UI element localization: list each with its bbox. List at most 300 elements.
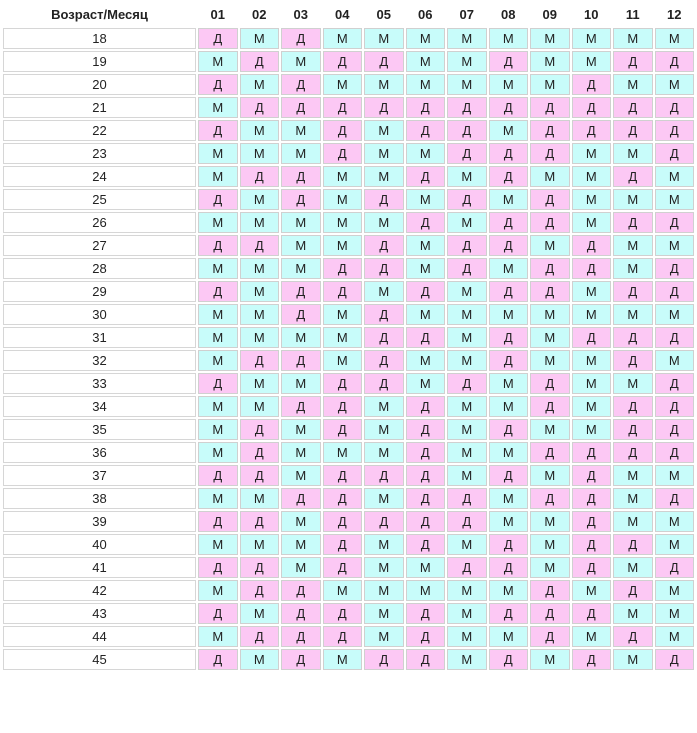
girl-cell: Д [281, 97, 321, 118]
boy-cell: М [406, 74, 446, 95]
girl-cell: Д [406, 212, 446, 233]
boy-cell: М [489, 304, 529, 325]
boy-cell: М [655, 166, 695, 187]
girl-cell: Д [240, 511, 280, 532]
girl-cell: Д [613, 281, 653, 302]
boy-cell: М [613, 465, 653, 486]
girl-cell: Д [323, 488, 363, 509]
month-header: 04 [323, 3, 363, 26]
age-cell: 45 [3, 649, 196, 670]
boy-cell: М [198, 419, 238, 440]
boy-cell: М [364, 557, 404, 578]
girl-cell: Д [323, 626, 363, 647]
girl-cell: Д [281, 488, 321, 509]
boy-cell: М [530, 419, 570, 440]
boy-cell: М [655, 235, 695, 256]
boy-cell: М [447, 281, 487, 302]
boy-cell: М [198, 327, 238, 348]
boy-cell: М [364, 166, 404, 187]
table-body [3, 28, 694, 670]
girl-cell: Д [655, 557, 695, 578]
table-row [3, 419, 694, 440]
girl-cell: Д [323, 396, 363, 417]
girl-cell: Д [489, 350, 529, 371]
girl-cell: Д [613, 396, 653, 417]
girl-cell: Д [281, 649, 321, 670]
table-row [3, 327, 694, 348]
boy-cell: М [447, 580, 487, 601]
boy-cell: М [447, 350, 487, 371]
girl-cell: Д [530, 626, 570, 647]
boy-cell: М [240, 189, 280, 210]
girl-cell: Д [530, 97, 570, 118]
age-cell: 27 [3, 235, 196, 256]
boy-cell: М [240, 327, 280, 348]
boy-cell: М [530, 28, 570, 49]
boy-cell: М [240, 143, 280, 164]
boy-cell: М [530, 534, 570, 555]
boy-cell: М [489, 511, 529, 532]
boy-cell: М [198, 534, 238, 555]
girl-cell: Д [489, 235, 529, 256]
boy-cell: М [364, 212, 404, 233]
month-header: 01 [198, 3, 238, 26]
boy-cell: М [489, 580, 529, 601]
girl-cell: Д [323, 97, 363, 118]
boy-cell: М [406, 258, 446, 279]
boy-cell: М [364, 396, 404, 417]
girl-cell: Д [240, 419, 280, 440]
boy-cell: М [323, 649, 363, 670]
table-row [3, 465, 694, 486]
girl-cell: Д [364, 373, 404, 394]
girl-cell: Д [406, 465, 446, 486]
girl-cell: Д [489, 419, 529, 440]
boy-cell: М [613, 189, 653, 210]
girl-cell: Д [613, 580, 653, 601]
table-row [3, 120, 694, 141]
girl-cell: Д [364, 465, 404, 486]
boy-cell: М [489, 396, 529, 417]
girl-cell: Д [613, 350, 653, 371]
boy-cell: М [364, 580, 404, 601]
boy-cell: М [613, 511, 653, 532]
boy-cell: М [530, 304, 570, 325]
boy-cell: М [323, 580, 363, 601]
boy-cell: М [406, 51, 446, 72]
girl-cell: Д [572, 557, 612, 578]
boy-cell: М [447, 534, 487, 555]
table-row [3, 189, 694, 210]
header-row [3, 3, 694, 26]
girl-cell: Д [198, 557, 238, 578]
boy-cell: М [198, 51, 238, 72]
boy-cell: М [406, 557, 446, 578]
girl-cell: Д [198, 189, 238, 210]
boy-cell: М [447, 649, 487, 670]
boy-cell: М [323, 350, 363, 371]
girl-cell: Д [323, 258, 363, 279]
boy-cell: М [323, 166, 363, 187]
month-header: 12 [655, 3, 695, 26]
girl-cell: Д [655, 442, 695, 463]
boy-cell: М [240, 649, 280, 670]
boy-cell: М [572, 51, 612, 72]
girl-cell: Д [530, 212, 570, 233]
girl-cell: Д [572, 235, 612, 256]
age-cell: 32 [3, 350, 196, 371]
age-cell: 28 [3, 258, 196, 279]
girl-cell: Д [613, 419, 653, 440]
girl-cell: Д [198, 511, 238, 532]
girl-cell: Д [364, 327, 404, 348]
girl-cell: Д [572, 511, 612, 532]
girl-cell: Д [655, 419, 695, 440]
girl-cell: Д [613, 120, 653, 141]
age-cell: 38 [3, 488, 196, 509]
girl-cell: Д [489, 603, 529, 624]
boy-cell: М [489, 442, 529, 463]
boy-cell: М [613, 74, 653, 95]
age-cell: 21 [3, 97, 196, 118]
boy-cell: М [572, 304, 612, 325]
girl-cell: Д [613, 51, 653, 72]
girl-cell: Д [655, 51, 695, 72]
boy-cell: М [572, 28, 612, 49]
age-cell: 20 [3, 74, 196, 95]
table-row [3, 511, 694, 532]
girl-cell: Д [655, 649, 695, 670]
girl-cell: Д [323, 281, 363, 302]
boy-cell: М [281, 465, 321, 486]
girl-cell: Д [406, 97, 446, 118]
boy-cell: М [198, 350, 238, 371]
boy-cell: М [240, 258, 280, 279]
boy-cell: М [198, 396, 238, 417]
age-cell: 19 [3, 51, 196, 72]
boy-cell: М [198, 580, 238, 601]
girl-cell: Д [364, 51, 404, 72]
girl-cell: Д [406, 626, 446, 647]
age-cell: 39 [3, 511, 196, 532]
girl-cell: Д [530, 603, 570, 624]
girl-cell: Д [240, 557, 280, 578]
age-cell: 31 [3, 327, 196, 348]
girl-cell: Д [530, 120, 570, 141]
table-row [3, 28, 694, 49]
girl-cell: Д [323, 557, 363, 578]
girl-cell: Д [406, 511, 446, 532]
table-row [3, 212, 694, 233]
boy-cell: М [364, 603, 404, 624]
boy-cell: М [655, 603, 695, 624]
boy-cell: М [572, 143, 612, 164]
girl-cell: Д [240, 166, 280, 187]
girl-cell: Д [447, 143, 487, 164]
girl-cell: Д [406, 488, 446, 509]
girl-cell: Д [655, 120, 695, 141]
boy-cell: М [613, 143, 653, 164]
boy-cell: М [447, 51, 487, 72]
girl-cell: Д [489, 465, 529, 486]
boy-cell: М [281, 511, 321, 532]
table-row [3, 350, 694, 371]
age-cell: 26 [3, 212, 196, 233]
girl-cell: Д [572, 97, 612, 118]
boy-cell: М [406, 235, 446, 256]
boy-cell: М [655, 74, 695, 95]
table-row [3, 603, 694, 624]
table-row [3, 396, 694, 417]
boy-cell: М [240, 28, 280, 49]
girl-cell: Д [655, 258, 695, 279]
girl-cell: Д [655, 373, 695, 394]
girl-cell: Д [572, 488, 612, 509]
month-header: 06 [406, 3, 446, 26]
table-row [3, 488, 694, 509]
boy-cell: М [281, 212, 321, 233]
girl-cell: Д [323, 534, 363, 555]
girl-cell: Д [406, 166, 446, 187]
girl-cell: Д [447, 373, 487, 394]
boy-cell: М [240, 212, 280, 233]
boy-cell: М [572, 396, 612, 417]
girl-cell: Д [655, 281, 695, 302]
age-cell: 25 [3, 189, 196, 210]
girl-cell: Д [530, 258, 570, 279]
girl-cell: Д [613, 166, 653, 187]
boy-cell: М [198, 97, 238, 118]
boy-cell: М [447, 28, 487, 49]
girl-cell: Д [364, 97, 404, 118]
boy-cell: М [655, 189, 695, 210]
boy-cell: М [240, 373, 280, 394]
boy-cell: М [572, 189, 612, 210]
girl-cell: Д [281, 281, 321, 302]
girl-cell: Д [447, 258, 487, 279]
girl-cell: Д [281, 189, 321, 210]
boy-cell: М [198, 442, 238, 463]
girl-cell: Д [406, 120, 446, 141]
girl-cell: Д [613, 626, 653, 647]
age-cell: 22 [3, 120, 196, 141]
girl-cell: Д [572, 649, 612, 670]
boy-cell: М [447, 74, 487, 95]
table-row [3, 143, 694, 164]
girl-cell: Д [323, 373, 363, 394]
table-row [3, 281, 694, 302]
boy-cell: М [406, 143, 446, 164]
table-row [3, 373, 694, 394]
girl-cell: Д [447, 557, 487, 578]
age-cell: 29 [3, 281, 196, 302]
boy-cell: М [406, 580, 446, 601]
boy-cell: М [613, 373, 653, 394]
boy-cell: М [240, 534, 280, 555]
table-row [3, 166, 694, 187]
boy-cell: М [364, 626, 404, 647]
boy-cell: М [323, 28, 363, 49]
table-row [3, 534, 694, 555]
boy-cell: М [655, 304, 695, 325]
boy-cell: М [572, 373, 612, 394]
boy-cell: М [489, 488, 529, 509]
age-cell: 41 [3, 557, 196, 578]
table-row [3, 304, 694, 325]
boy-cell: М [240, 488, 280, 509]
boy-cell: М [406, 28, 446, 49]
month-header: 10 [572, 3, 612, 26]
boy-cell: М [198, 212, 238, 233]
boy-cell: М [198, 488, 238, 509]
boy-cell: М [198, 143, 238, 164]
girl-cell: Д [655, 488, 695, 509]
boy-cell: М [240, 603, 280, 624]
girl-cell: Д [323, 51, 363, 72]
boy-cell: М [406, 350, 446, 371]
boy-cell: М [281, 51, 321, 72]
girl-cell: Д [281, 74, 321, 95]
age-cell: 24 [3, 166, 196, 187]
girl-cell: Д [655, 327, 695, 348]
girl-cell: Д [530, 580, 570, 601]
girl-cell: Д [240, 97, 280, 118]
girl-cell: Д [489, 51, 529, 72]
girl-cell: Д [489, 557, 529, 578]
table-row [3, 649, 694, 670]
boy-cell: М [323, 212, 363, 233]
girl-cell: Д [447, 235, 487, 256]
age-cell: 44 [3, 626, 196, 647]
girl-cell: Д [281, 304, 321, 325]
boy-cell: М [530, 327, 570, 348]
boy-cell: М [489, 120, 529, 141]
boy-cell: М [406, 189, 446, 210]
girl-cell: Д [530, 442, 570, 463]
girl-cell: Д [489, 649, 529, 670]
boy-cell: М [406, 304, 446, 325]
table-row [3, 580, 694, 601]
girl-cell: Д [572, 603, 612, 624]
boy-cell: М [447, 626, 487, 647]
girl-cell: Д [198, 603, 238, 624]
boy-cell: М [323, 327, 363, 348]
girl-cell: Д [489, 166, 529, 187]
age-month-header: Возраст/Месяц [3, 3, 196, 26]
age-cell: 18 [3, 28, 196, 49]
girl-cell: Д [364, 511, 404, 532]
boy-cell: М [323, 235, 363, 256]
boy-cell: М [281, 419, 321, 440]
girl-cell: Д [489, 327, 529, 348]
boy-cell: М [323, 189, 363, 210]
boy-cell: М [613, 235, 653, 256]
girl-cell: Д [281, 580, 321, 601]
boy-cell: М [447, 465, 487, 486]
girl-cell: Д [240, 350, 280, 371]
boy-cell: М [240, 304, 280, 325]
boy-cell: М [489, 28, 529, 49]
girl-cell: Д [655, 212, 695, 233]
girl-cell: Д [406, 534, 446, 555]
boy-cell: М [530, 465, 570, 486]
girl-cell: Д [323, 419, 363, 440]
boy-cell: М [613, 488, 653, 509]
age-cell: 42 [3, 580, 196, 601]
boy-cell: М [447, 396, 487, 417]
table-row [3, 97, 694, 118]
boy-cell: М [240, 281, 280, 302]
girl-cell: Д [489, 212, 529, 233]
boy-cell: М [530, 511, 570, 532]
boy-cell: М [198, 304, 238, 325]
boy-cell: М [489, 258, 529, 279]
month-header: 07 [447, 3, 487, 26]
boy-cell: М [240, 396, 280, 417]
girl-cell: Д [489, 143, 529, 164]
girl-cell: Д [406, 442, 446, 463]
age-cell: 37 [3, 465, 196, 486]
girl-cell: Д [198, 28, 238, 49]
boy-cell: М [530, 235, 570, 256]
girl-cell: Д [406, 281, 446, 302]
boy-cell: М [198, 166, 238, 187]
girl-cell: Д [572, 534, 612, 555]
girl-cell: Д [530, 143, 570, 164]
boy-cell: М [447, 419, 487, 440]
boy-cell: М [281, 534, 321, 555]
boy-cell: М [613, 28, 653, 49]
girl-cell: Д [364, 350, 404, 371]
age-cell: 40 [3, 534, 196, 555]
age-cell: 23 [3, 143, 196, 164]
girl-cell: Д [530, 488, 570, 509]
girl-cell: Д [240, 51, 280, 72]
boy-cell: М [281, 143, 321, 164]
boy-cell: М [613, 557, 653, 578]
boy-cell: М [198, 258, 238, 279]
boy-cell: М [447, 603, 487, 624]
boy-cell: М [364, 120, 404, 141]
boy-cell: М [281, 442, 321, 463]
girl-cell: Д [406, 649, 446, 670]
girl-cell: Д [281, 166, 321, 187]
girl-cell: Д [198, 373, 238, 394]
boy-cell: М [655, 28, 695, 49]
boy-cell: М [323, 442, 363, 463]
girl-cell: Д [323, 120, 363, 141]
girl-cell: Д [655, 143, 695, 164]
boy-cell: М [489, 626, 529, 647]
girl-cell: Д [281, 28, 321, 49]
girl-cell: Д [240, 465, 280, 486]
boy-cell: М [447, 166, 487, 187]
girl-cell: Д [572, 258, 612, 279]
age-cell: 35 [3, 419, 196, 440]
boy-cell: М [364, 419, 404, 440]
boy-cell: М [655, 511, 695, 532]
girl-cell: Д [572, 120, 612, 141]
boy-cell: М [530, 51, 570, 72]
girl-cell: Д [572, 442, 612, 463]
boy-cell: М [447, 327, 487, 348]
boy-cell: М [572, 350, 612, 371]
boy-cell: М [406, 373, 446, 394]
boy-cell: М [240, 120, 280, 141]
boy-cell: М [613, 649, 653, 670]
table-row [3, 442, 694, 463]
girl-cell: Д [364, 189, 404, 210]
